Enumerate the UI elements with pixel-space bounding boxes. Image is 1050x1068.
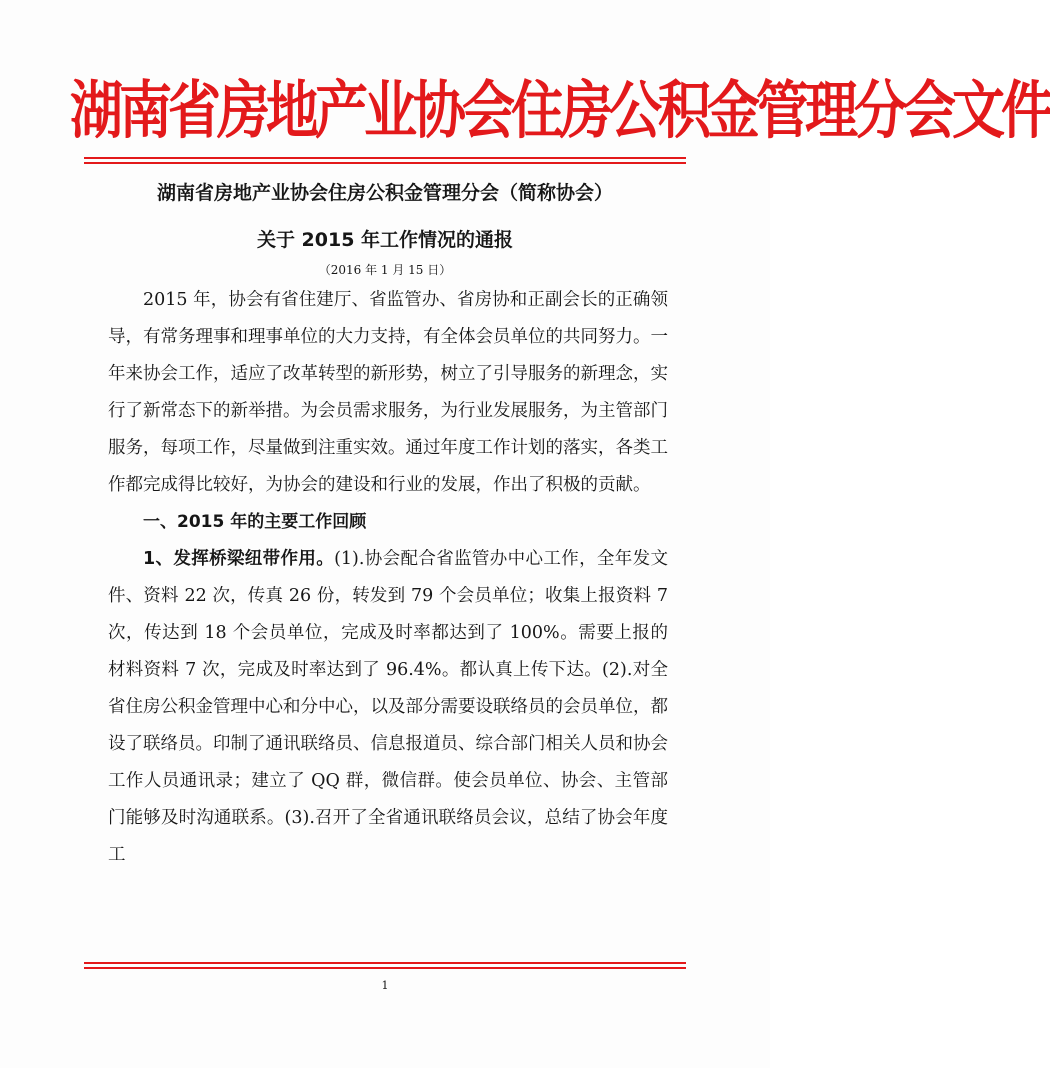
item-1-lead: 1、发挥桥梁纽带作用。	[143, 549, 335, 569]
item-1-text: (1).协会配合省监管办中心工作，全年发文件、资料 22 次，传真 26 份，转发到 79 个会员单位；收集上报资料 7 次，传达到 18 个会员单位，完成及时率都达到了 100%。需要上报的材料资料 7 次，完成及时率达到了 96.4%。都认真上传下达。(2).对全省住房公积金管理中心和分中心，以及部分需要设联络员的会员单位，都设了联络员。印制了通讯联络员、信息报道员、综合部门相关人员和协会工作人员通讯录；建立了 QQ 群，微信群。使会员单位、协会、主管部门能够及时沟通联系。(3).召开了全省通讯联络员会议，总结了协会年度工	[108, 549, 668, 865]
document-date: （2016 年 1 月 15 日）	[318, 263, 452, 277]
masthead-title: 湖南省房地产业协会住房公积金管理分会文件	[70, 75, 1050, 148]
page-number: 1	[381, 979, 389, 992]
section-heading-paragraph	[108, 504, 668, 541]
document-body	[108, 282, 668, 874]
item-1-paragraph	[108, 541, 668, 874]
document-title-line-1: 湖南省房地产业协会住房公积金管理分会（简称协会）	[156, 182, 613, 204]
section-heading: 一、2015 年的主要工作回顾	[143, 512, 367, 532]
masthead-rule-lower	[84, 162, 686, 164]
footer-rule-lower	[84, 967, 686, 969]
document-title-line-2: 关于 2015 年工作情况的通报	[256, 229, 514, 251]
intro-paragraph: 2015 年，协会有省住建厅、省监管办、省房协和正副会长的正确领导，有常务理事和理事单位的大力支持，有全体会员单位的共同努力。一年来协会工作，适应了改革转型的新形势，树立了引导服务的新理念，实行了新常态下的新举措。为会员需求服务，为行业发展服务，为主管部门服务，每项工作，尽量做到注重实效。通过年度工作计划的落实，各类工作都完成得比较好，为协会的建设和行业的发展，作出了积极的贡献。	[108, 290, 668, 495]
masthead-rule-upper	[84, 157, 686, 159]
footer-rule-upper	[84, 962, 686, 964]
